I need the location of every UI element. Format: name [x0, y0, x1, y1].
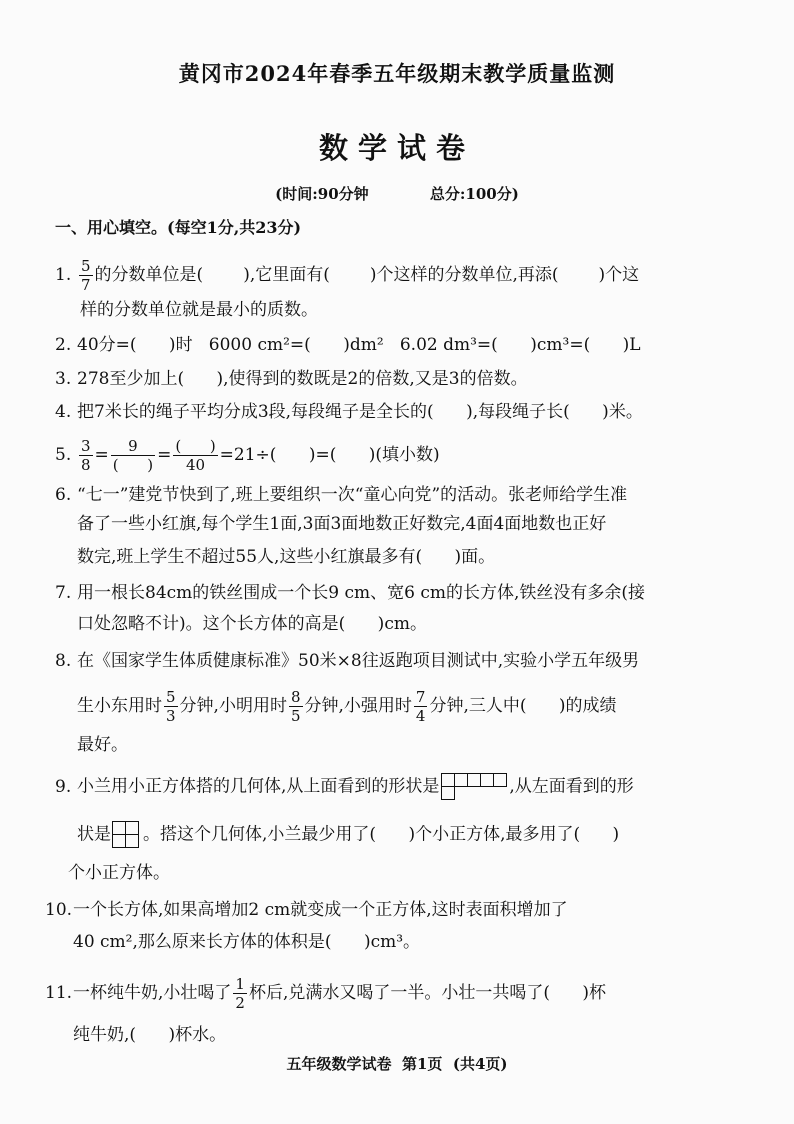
question-1-line-2: 样的分数单位就是最小的质数。 — [80, 300, 318, 320]
question-8-line-2: 生小东用时 $\frac{5}{3}$ 分钟,小明用时 $\frac{8}{5}$ 分钟,小强用时 $\frac{7}{4}$ 分钟,三人中( )的成绩 — [77, 688, 617, 725]
question-7-line-1: 7. 用一根长84cm的铁丝围成一个长9 cm、宽6 cm的长方体,铁丝没有多余(接 — [55, 583, 646, 603]
question-1-line-1: 1. $\frac{5}{7}$ 的分数单位是( ),它里面有( )个这样的分数单位,再添( )个这 — [55, 257, 640, 294]
fraction: $\frac{5}{7}$ — [81, 257, 91, 294]
fraction: $\frac{5}{3}$ — [166, 688, 176, 725]
question-10-line-1: 10.一个长方体,如果高增加2 cm就变成一个正方体,这时表面积增加了 — [45, 900, 568, 920]
question-10-line-2: 40 cm²,那么原来长方体的体积是( )cm³。 — [73, 932, 421, 952]
fraction: $\frac{7}{4}$ — [415, 688, 426, 725]
question-9-line-3: 个小正方体。 — [68, 863, 170, 883]
question-8-line-1: 8. 在《国家学生体质健康标准》50米×8往返跑项目测试中,实验小学五年级男 — [55, 651, 640, 671]
fraction: $\frac{3}{8}$ — [81, 437, 91, 474]
question-6-line-3: 数完,班上学生不超过55人,这些小红旗最多有( )面。 — [77, 547, 496, 567]
question-9-line-1: 9. 小兰用小正方体搭的几何体,从上面看到的形状是 ,从左面看到的形 — [55, 772, 634, 802]
question-4: 4. 把7米长的绳子平均分成3段,每段绳子是全长的( ),每段绳子长( )米。 — [55, 402, 643, 422]
question-6-line-1: 6. “七一”建党节快到了,班上要组织一次“童心向党”的活动。张老师给学生准 — [55, 485, 628, 505]
question-9-line-2: 状是 。搭这个几何体,小兰最少用了( )个小正方体,最多用了( ) — [77, 820, 619, 850]
question-2: 2. 40分=( )时 6000 cm²=( )dm² 6.02 dm³=( )cm³=( )L — [55, 335, 641, 355]
question-7-line-2: 口处忽略不计)。这个长方体的高是( )cm。 — [77, 614, 427, 634]
time-limit: (时间:90分钟 — [275, 185, 369, 203]
question-6-line-2: 备了一些小红旗,每个学生1面,3面3面地数正好数完,4面4面地数也正好 — [77, 514, 607, 534]
question-11-line-2: 纯牛奶,( )杯水。 — [73, 1025, 227, 1045]
subject-title: 数学试卷 — [318, 131, 475, 165]
question-11-line-1: 11.一杯纯牛奶,小壮喝了 $\frac{1}{2}$ 杯后,兑满水又喝了一半。小壮一共喝了( )杯 — [45, 975, 607, 1012]
question-3: 3. 278至少加上( ),使得到的数既是2的倍数,又是3的倍数。 — [55, 369, 528, 389]
question-5: 5. $\frac{3}{8}$ = $\frac{9}{( )}$ = $\frac{( )}{40}$ =21÷( )=( )(填小数) — [55, 437, 440, 474]
fraction: $\frac{1}{2}$ — [235, 975, 245, 1012]
left-view-shape — [111, 820, 143, 850]
top-view-shape — [439, 772, 509, 802]
section-heading: 一、用心填空。(每空1分,共23分) — [55, 218, 302, 237]
total-score: 总分:100分) — [429, 185, 519, 203]
fraction: $\frac{9}{( )}$ — [112, 437, 154, 474]
fraction: $\frac{( )}{40}$ — [175, 437, 216, 474]
exam-info — [0, 183, 794, 204]
fraction: $\frac{8}{5}$ — [290, 688, 301, 725]
page-footer: 五年级数学试卷 第1页 (共4页) — [286, 1055, 508, 1073]
exam-title: 黄冈市2024年春季五年级期末教学质量监测 — [178, 61, 616, 86]
question-8-line-3: 最好。 — [77, 735, 128, 755]
